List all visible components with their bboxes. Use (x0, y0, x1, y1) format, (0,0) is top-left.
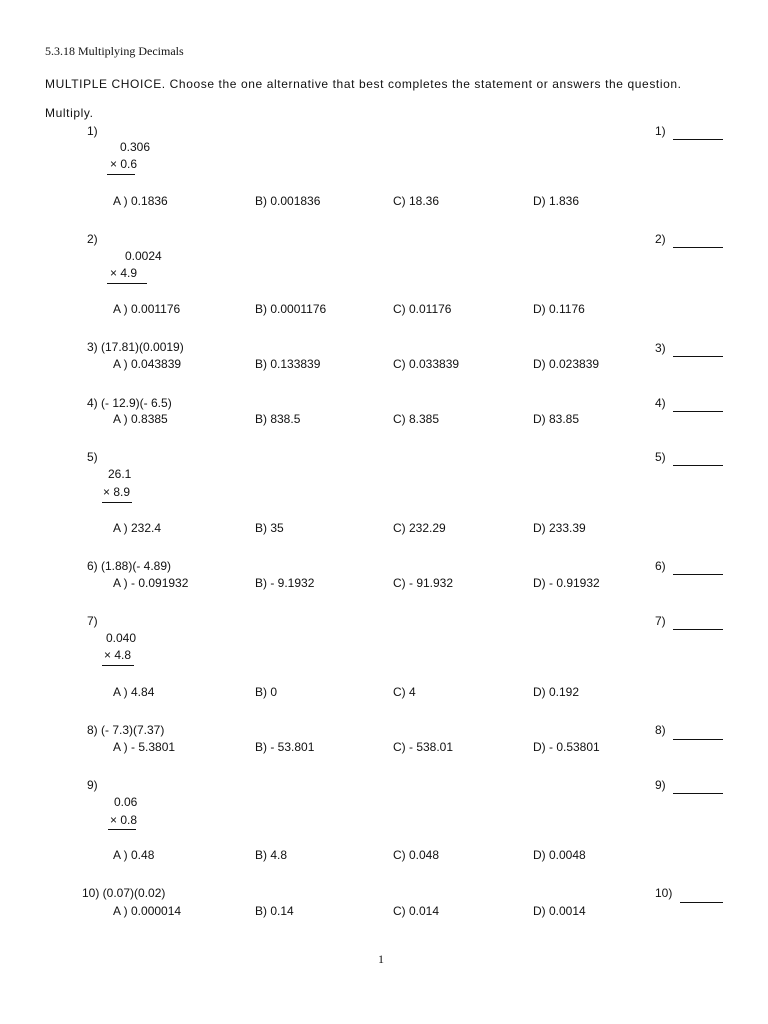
answer-label: 5) (655, 450, 666, 464)
answer-blank[interactable] (680, 902, 723, 903)
choice-a: A ) 0.000014 (113, 904, 182, 918)
choice-b: B) 838.5 (255, 412, 301, 426)
choice-a: A ) 4.84 (113, 685, 155, 699)
answer-label: 8) (655, 723, 666, 737)
multiplicand: 26.1 (108, 467, 132, 481)
multiplier: × 0.6 (110, 157, 138, 171)
choice-c: C) 18.36 (393, 194, 440, 208)
question-number: 10) (0.07)(0.02) (82, 886, 166, 900)
answer-label: 1) (655, 124, 666, 138)
answer-label: 6) (655, 559, 666, 573)
choice-a: A ) - 5.3801 (113, 740, 176, 754)
choice-d: D) 0.0048 (533, 848, 586, 862)
question-number: 4) (- 12.9)(- 6.5) (87, 396, 172, 410)
answer-blank[interactable] (673, 356, 723, 357)
question-number: 6) (1.88)(- 4.89) (87, 559, 172, 573)
answer-label: 2) (655, 232, 666, 246)
multiplier: × 8.9 (103, 485, 131, 499)
choice-d: D) 0.0014 (533, 904, 586, 918)
choice-a: A ) 0.001176 (113, 302, 181, 316)
multiplicand: 0.06 (114, 795, 138, 809)
choice-c: C) - 91.932 (393, 576, 454, 590)
answer-blank[interactable] (673, 629, 723, 630)
choice-b: B) 0.133839 (255, 357, 321, 371)
choice-c: C) 0.01176 (393, 302, 452, 316)
choice-d: D) 0.1176 (533, 302, 585, 316)
choice-c: C) - 538.01 (393, 740, 454, 754)
choice-d: D) 233.39 (533, 521, 586, 535)
answer-label: 10) (655, 886, 673, 900)
choice-b: B) 0.0001176 (255, 302, 327, 316)
choice-a: A ) 0.8385 (113, 412, 168, 426)
multiplicand: 0.040 (106, 631, 137, 645)
section-heading: Multiply. (45, 106, 94, 120)
choice-c: C) 8.385 (393, 412, 440, 426)
answer-blank[interactable] (673, 574, 723, 575)
answer-label: 3) (655, 341, 666, 355)
product-rule (108, 829, 136, 830)
choice-c: C) 4 (393, 685, 416, 699)
product-rule (102, 502, 132, 503)
choice-b: B) 0.14 (255, 904, 294, 918)
question-number: 1) (87, 124, 98, 138)
choice-a: A ) - 0.091932 (113, 576, 189, 590)
page-title: 5.3.18 Multiplying Decimals (45, 44, 184, 58)
multiplier: × 4.8 (104, 648, 132, 662)
choice-d: D) - 0.91932 (533, 576, 600, 590)
answer-label: 9) (655, 778, 666, 792)
choice-a: A ) 0.1836 (113, 194, 168, 208)
choice-b: B) 0.001836 (255, 194, 321, 208)
answer-blank[interactable] (673, 247, 723, 248)
question-number: 5) (87, 450, 98, 464)
choice-b: B) - 53.801 (255, 740, 315, 754)
choice-c: C) 0.014 (393, 904, 440, 918)
choice-b: B) 0 (255, 685, 278, 699)
choice-a: A ) 0.48 (113, 848, 155, 862)
choice-d: D) 83.85 (533, 412, 580, 426)
answer-blank[interactable] (673, 465, 723, 466)
question-number: 7) (87, 614, 98, 628)
answer-blank[interactable] (673, 793, 723, 794)
choice-b: B) 35 (255, 521, 284, 535)
choice-b: B) - 9.1932 (255, 576, 315, 590)
question-number: 3) (17.81)(0.0019) (87, 340, 184, 354)
question-number: 2) (87, 232, 98, 246)
choice-a: A ) 232.4 (113, 521, 162, 535)
product-rule (102, 665, 134, 666)
choice-d: D) 1.836 (533, 194, 580, 208)
multiplicand: 0.306 (120, 140, 151, 154)
choice-d: D) - 0.53801 (533, 740, 600, 754)
choice-c: C) 0.048 (393, 848, 440, 862)
multiplicand: 0.0024 (125, 249, 162, 263)
answer-label: 7) (655, 614, 666, 628)
choice-a: A ) 0.043839 (113, 357, 182, 371)
question-number: 9) (87, 778, 98, 792)
page-number: 1 (378, 952, 384, 966)
choice-c: C) 232.29 (393, 521, 446, 535)
answer-blank[interactable] (673, 139, 723, 140)
multiplier: × 4.9 (110, 266, 138, 280)
product-rule (107, 174, 135, 175)
question-number: 8) (- 7.3)(7.37) (87, 723, 165, 737)
choice-d: D) 0.192 (533, 685, 580, 699)
choice-c: C) 0.033839 (393, 357, 460, 371)
instructions: MULTIPLE CHOICE. Choose the one alternative that best completes the statement or answers the question. (45, 77, 682, 91)
answer-blank[interactable] (673, 411, 723, 412)
choice-d: D) 0.023839 (533, 357, 600, 371)
multiplier: × 0.8 (110, 813, 138, 827)
choice-b: B) 4.8 (255, 848, 288, 862)
answer-blank[interactable] (673, 739, 723, 740)
product-rule (107, 283, 147, 284)
answer-label: 4) (655, 396, 666, 410)
